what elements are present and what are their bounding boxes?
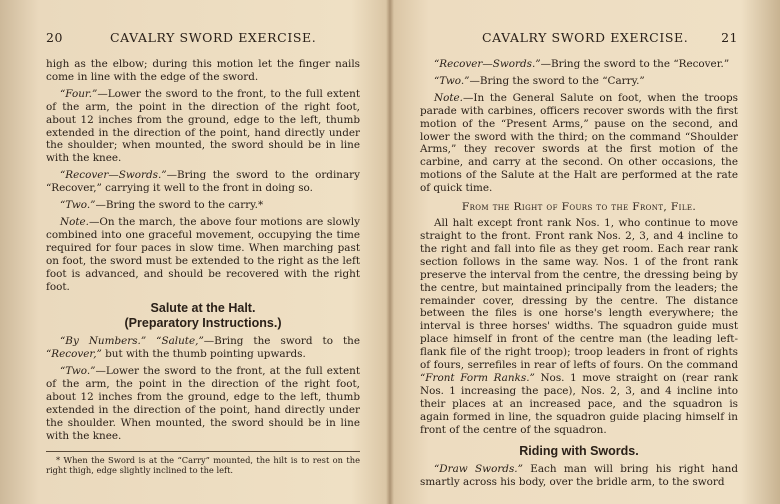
- left-page: [46, 30, 360, 475]
- section-heading: Riding with Swords.: [519, 444, 639, 459]
- paragraph: “Two.”—Bring the sword to the carry.*: [60, 199, 264, 212]
- right-page-header: [420, 30, 738, 50]
- command-term: “Two.”: [60, 199, 96, 212]
- note-term: Note.: [434, 91, 463, 104]
- paragraph: “Draw Swords.” Each man will bring his right hand smartly across his body, over the bridle arm, to the sword: [420, 463, 739, 489]
- right-page: [420, 30, 738, 489]
- left-page-header: [46, 30, 360, 50]
- paragraph: “Two.”—Bring the sword to the “Carry.”: [434, 74, 645, 87]
- note-paragraph: Note.—On the march, the above four motions are slowly combined into one graceful movement, occupying the time required for four paces in slow time. When marching past on foot, the sword must be extended to the right as the left foot is advanced, and should be recovered with the right foot.: [46, 215, 360, 293]
- page-number: 21: [721, 30, 738, 45]
- paragraph: “Four.”—Lower the sword to the front, to the full extent of the arm, the point in the direction of the right foot, about 12 inches from the ground, edge to the left, thumb extended in the direction of the point, hand directly under the shoulder; when mounted, the sword should be in line with the knee.: [46, 87, 360, 165]
- section-heading: From the Right of Fours to the Front, File.: [461, 201, 697, 214]
- paragraph: “Recover—Swords.”—Bring the sword to the “Recover.”: [434, 58, 730, 70]
- section-heading: Salute at the Halt. (Preparatory Instructions.): [124, 301, 282, 331]
- paragraph: high as the elbow; during this motion let the finger nails come in line with the edge of the sword.: [46, 58, 360, 83]
- book-gutter: [386, 0, 394, 504]
- command-term: “Four.”: [60, 87, 98, 100]
- command-term: “Draw Swords.”: [434, 463, 523, 476]
- command-term: “Two.”: [60, 365, 96, 378]
- footnote: * When the Sword is at the “Carry” mounted, the hilt is to rest on the right thigh, edge slightly inclined to the left.: [46, 454, 360, 475]
- command-term: “Recover—Swords.”: [60, 169, 167, 182]
- command-term: “Recover—Swords.”: [434, 58, 541, 70]
- command-term: “Two.”: [434, 74, 470, 87]
- paragraph: “Two.”—Lower the sword to the front, at the full extent of the arm, the point in the direction of the right foot, about 12 inches from the ground, edge to the left, thumb extended in the direction of the point, hand directly under the shoulder. When mounted, the sword should be in line with the knee.: [46, 365, 360, 442]
- page-number: 20: [46, 30, 63, 45]
- running-title: CAVALRY SWORD EXERCISE.: [482, 30, 689, 45]
- note-term: Note.: [60, 215, 89, 228]
- running-title: CAVALRY SWORD EXERCISE.: [110, 30, 317, 45]
- note-paragraph: Note.—In the General Salute on foot, when the troops parade with carbines, officers recover swords with the first motion of the “Present Arms,” pause on the second, and lower the sword with the third; on the command “Shoulder Arms,” they recover swords at the first motion of the carbine, and carry at the second. On other occasions, the motions of the Salute at the Halt are performed at the rate of quick time.: [420, 91, 738, 195]
- paragraph: “By Numbers.” “Salute,”—Bring the sword to the “Recover,” but with the thumb pointing upwards.: [46, 335, 360, 361]
- paragraph: “Recover—Swords.”—Bring the sword to the ordinary “Recover,” carrying it well to the front in doing so.: [46, 169, 360, 195]
- footnote-rule: [46, 451, 360, 452]
- paragraph: All halt except front rank Nos. 1, who continue to move straight to the front. Front rank Nos. 2, 3, and 4 incline to the right and fall into file as they get room. Each rear rank section follows in the same way. Nos. 1 of the front rank preserve the interval from the centre, the dressing being by the centre, but maintained principally from the leaders; the remainder cover, dressing by the centre. The distance between the files is one horse's length everywhere; the interval is three horses' widths. The squadron guide must place himself in front of the centre man (the leading left-flank file of the right troop); troop leaders in front of rights of fours, serrefiles in rear of lefts of fours. On the command “Front Form Ranks.” Nos. 1 move straight on (rear rank Nos. 1 increasing the pace), Nos. 2, 3, and 4 incline into their places at an increased pace, and the squadron is again formed in line, the squadron guide placing himself in front of the centre of the squadron.: [420, 217, 738, 436]
